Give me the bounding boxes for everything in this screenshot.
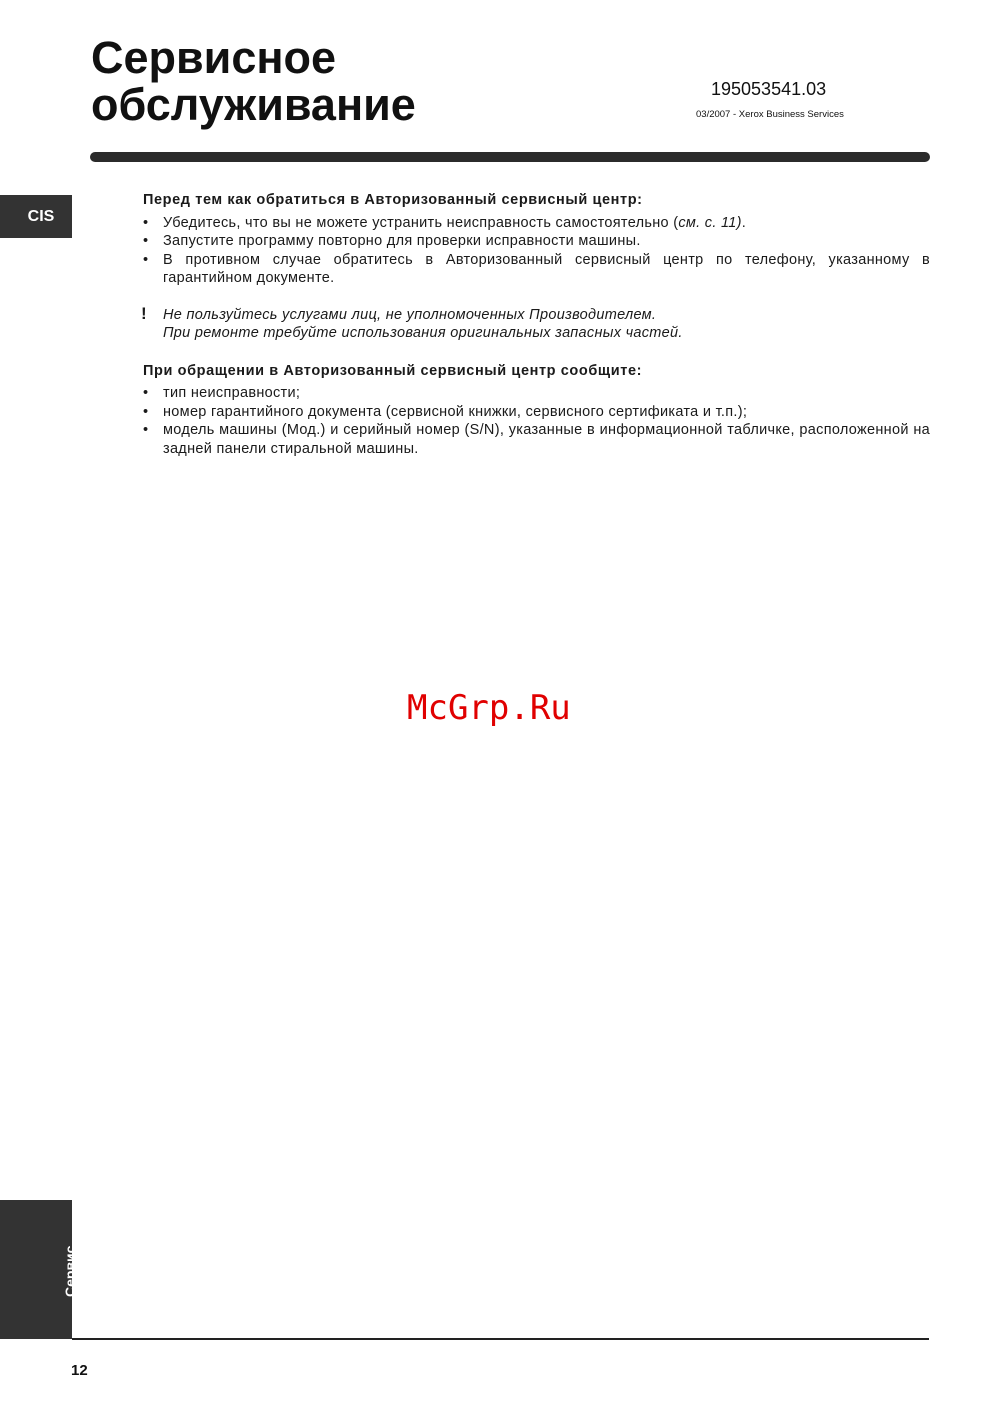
list-item-text: В противном случае обратитесь в Авторизованный сервисный центр по телефону, указанному в гарантийном документе. [163, 251, 930, 286]
list-item [143, 232, 930, 251]
list-item [143, 403, 930, 422]
watermark: McGrp.Ru [407, 688, 571, 728]
section-heading: При обращении в Авторизованный сервисный центр сообщите: [143, 362, 643, 379]
document-number: 195053541.03 [711, 79, 827, 99]
list-item-text: Запустите программу повторно для проверки исправности машины. [163, 233, 641, 249]
service-tab-label: Сервис [62, 1245, 78, 1297]
section-heading: Перед тем как обратиться в Авторизованный сервисный центр: [143, 192, 643, 208]
page-title [91, 34, 416, 128]
page-number: 12 [71, 1362, 88, 1379]
page-title-line2: обслуживание [91, 79, 416, 130]
main-content [143, 191, 930, 458]
bullet-icon: • [143, 403, 149, 420]
list-item-text: модель машины (Мод.) и серийный номер (S/N), указанные в информационной табличке, расположенной на задней панели стиральной машины. [163, 422, 930, 457]
bullet-list [143, 384, 930, 458]
page-title-line1: Сервисное [91, 32, 337, 83]
list-item [143, 251, 930, 288]
warning-note [141, 303, 930, 343]
note-line: Не пользуйтесь услугами лиц, не уполномоченных Производителем. [163, 306, 657, 323]
bullet-icon: • [143, 214, 149, 231]
bullet-icon: • [143, 422, 149, 438]
list-item [143, 214, 930, 233]
bullet-icon: • [143, 251, 149, 268]
section-before-contacting [143, 191, 930, 288]
bullet-icon: • [143, 385, 149, 401]
bullet-icon: • [143, 233, 149, 249]
exclamation-icon: ! [141, 303, 147, 323]
page-reference-link[interactable]: см. с. 11) [678, 214, 742, 231]
list-item [143, 421, 930, 458]
document-meta: 03/2007 - Xerox Business Services [696, 109, 844, 120]
bullet-list [143, 214, 930, 288]
list-item [143, 384, 930, 403]
note-line: При ремонте требуйте использования оригинальных запасных частей. [163, 325, 683, 341]
list-item-text: Убедитесь, что вы не можете устранить неисправность самостоятельно ( [163, 214, 679, 231]
section-when-contacting [143, 362, 930, 459]
list-item-text: номер гарантийного документа (сервисной книжки, сервисного сертификата и т.п.); [163, 403, 748, 420]
list-item-tail: . [741, 214, 747, 231]
header-divider [90, 152, 930, 162]
footer-divider [72, 1338, 929, 1340]
list-item-text: тип неисправности; [163, 385, 301, 401]
cis-tab: CIS [0, 195, 72, 238]
